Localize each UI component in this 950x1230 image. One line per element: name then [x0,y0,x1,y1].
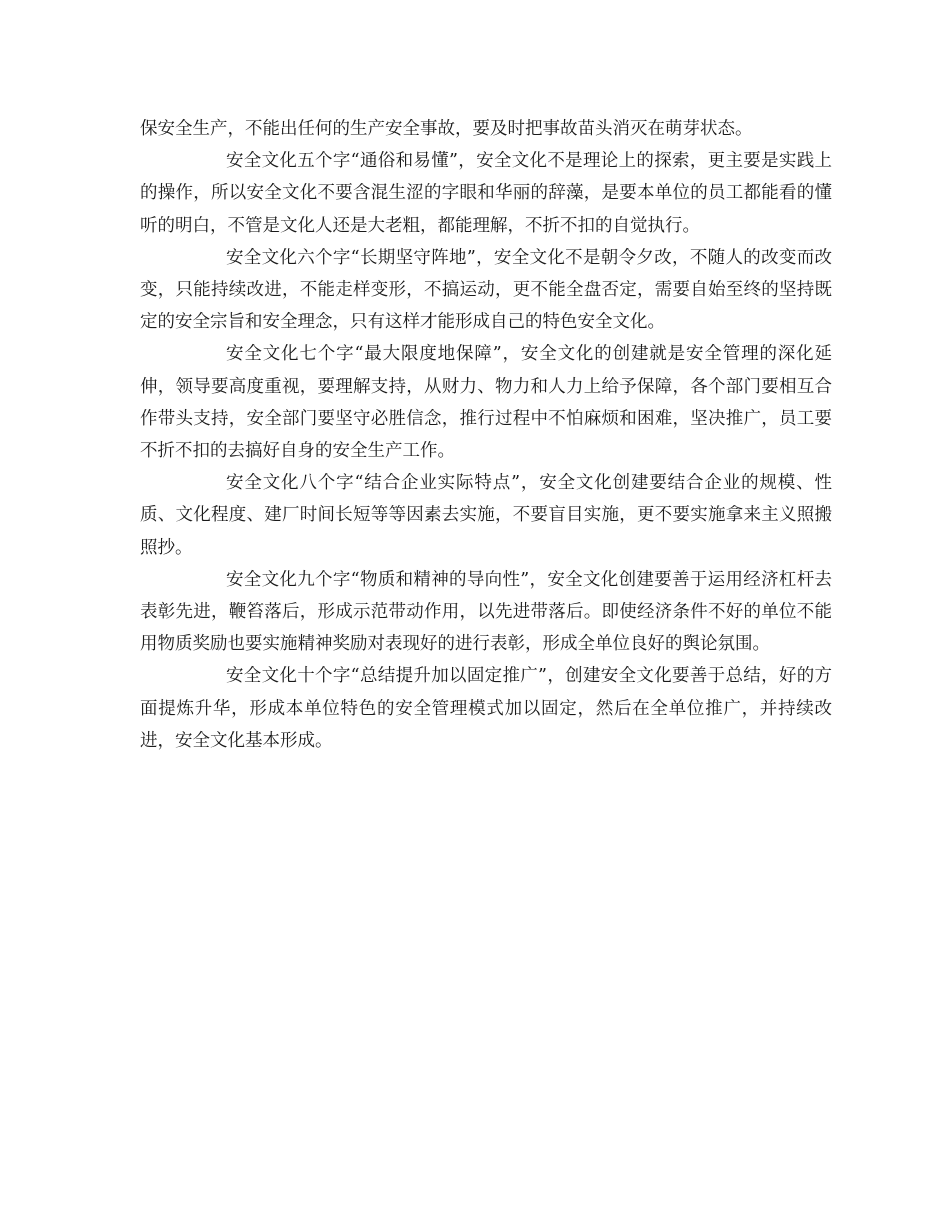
paragraph-eight-characters: 安全文化八个字“结合企业实际特点”，安全文化创建要结合企业的规模、性质、文化程度、建厂时间长短等等因素去实施，不要盲目实施，更不要实施拿来主义照搬照抄。 [140,473,832,558]
paragraph-five-characters: 安全文化五个字“通俗和易懂”，安全文化不是理论上的探索，更主要是实践上的操作，所以安全文化不要含混生涩的字眼和华丽的辞藻，是要本单位的员工都能看的懂听的明白，不管是文化人还是大老粗，都能理解，不折不扣的自觉执行。 [140,151,832,236]
paragraph-continuation: 保安全生产，不能出任何的生产安全事故，要及时把事故苗头消灭在萌芽状态。 [140,119,753,139]
paragraph-ten-characters: 安全文化十个字“总结提升加以固定推广”，创建安全文化要善于总结，好的方面提炼升华，形成本单位特色的安全管理模式加以固定，然后在全单位推广，并持续改进，安全文化基本形成。 [140,666,832,751]
paragraph-seven-characters: 安全文化七个字“最大限度地保障”，安全文化的创建就是安全管理的深化延伸，领导要高度重视，要理解支持，从财力、物力和人力上给予保障，各个部门要相互合作带头支持，安全部门要坚守必胜信念，推行过程中不怕麻烦和困难，坚决推广，员工要不折不扣的去搞好自身的安全生产工作。 [140,344,832,462]
paragraph-nine-characters: 安全文化九个字“物质和精神的导向性”，安全文化创建要善于运用经济杠杆去表彰先进，鞭笞落后，形成示范带动作用，以先进带落后。即使经济条件不好的单位不能用物质奖励也要实施精神奖励对表现好的进行表彰，形成全单位良好的舆论氛围。 [140,569,832,655]
body-text [140,113,832,757]
paragraph-six-characters: 安全文化六个字“长期坚守阵地”，安全文化不是朝令夕改，不随人的改变而改变，只能持续改进，不能走样变形，不搞运动，更不能全盘否定，需要自始至终的坚持既定的安全宗旨和安全理念，只有这样才能形成自己的特色安全文化。 [140,247,832,333]
